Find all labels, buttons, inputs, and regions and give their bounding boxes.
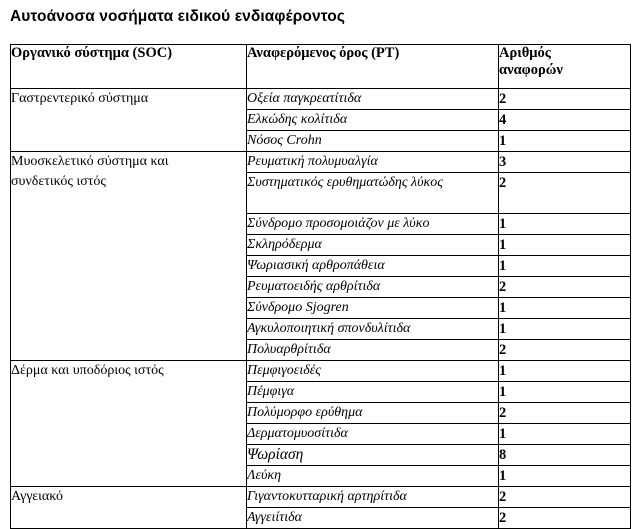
- cell-report-count: 1: [499, 131, 631, 152]
- cell-report-count: 2: [499, 173, 631, 214]
- table-body: [11, 89, 631, 529]
- cell-report-count: 2: [499, 340, 631, 361]
- column-header-count-line2: αναφορών: [499, 62, 563, 78]
- cell-preferred-term: Πολύμορφο ερύθημα: [247, 403, 499, 424]
- cell-report-count: 1: [499, 424, 631, 445]
- cell-soc: [11, 487, 247, 529]
- cell-preferred-term: Ρευματική πολυμυαλγία: [247, 152, 499, 173]
- cell-preferred-term: Λεύκη: [247, 466, 499, 487]
- cell-soc-line2: συνδετικός ιστός: [11, 174, 106, 189]
- table-container: [10, 44, 630, 529]
- cell-preferred-term: Αγγειίτιδα: [247, 508, 499, 529]
- cell-report-count: 1: [499, 298, 631, 319]
- cell-report-count: 2: [499, 508, 631, 529]
- page-title: Αυτοάνοσα νοσήματα ειδικού ενδιαφέροντος: [10, 8, 345, 25]
- cell-report-count: 1: [499, 382, 631, 403]
- cell-preferred-term: Πεμφιγοειδές: [247, 361, 499, 382]
- cell-report-count: 2: [499, 487, 631, 508]
- cell-preferred-term: Δερματομυοσίτιδα: [247, 424, 499, 445]
- cell-preferred-term: Πολυαρθρίτιδα: [247, 340, 499, 361]
- cell-preferred-term: Γιγαντοκυτταρική αρτηρίτιδα: [247, 487, 499, 508]
- cell-soc: [11, 89, 247, 152]
- cell-report-count: 1: [499, 214, 631, 235]
- cell-report-count: 1: [499, 319, 631, 340]
- cell-preferred-term: Πέμφιγα: [247, 382, 499, 403]
- table-row: [11, 152, 631, 173]
- header-row: [11, 45, 631, 89]
- table-header: [11, 45, 631, 89]
- cell-report-count: 2: [499, 89, 631, 110]
- column-header-count: [499, 45, 631, 89]
- cell-report-count: 8: [499, 445, 631, 466]
- cell-soc-line1: Γαστρεντερικό σύστημα: [11, 91, 149, 106]
- cell-report-count: 1: [499, 361, 631, 382]
- autoimmune-diseases-table: [10, 44, 631, 529]
- table-row: [11, 487, 631, 508]
- cell-preferred-term: Σύνδρομο προσομοιάζον με λύκο: [247, 214, 499, 235]
- cell-preferred-term: Ψωριασική αρθροπάθεια: [247, 256, 499, 277]
- column-header-soc: Οργανικό σύστημα (SOC): [11, 45, 247, 89]
- cell-report-count: 3: [499, 152, 631, 173]
- cell-soc-line1: Αγγειακό: [11, 489, 64, 504]
- cell-report-count: 1: [499, 466, 631, 487]
- column-header-pt: Αναφερόμενος όρος (PT): [247, 45, 499, 89]
- cell-preferred-term: Σκληρόδερμα: [247, 235, 499, 256]
- cell-preferred-term: Ψωρίαση: [247, 445, 499, 466]
- cell-report-count: 4: [499, 110, 631, 131]
- cell-soc-line1: Μυοσκελετικό σύστημα και: [11, 154, 169, 169]
- cell-preferred-term: Σύνδρομο Sjogren: [247, 298, 499, 319]
- cell-soc: [11, 361, 247, 487]
- cell-preferred-term: Οξεία παγκρεατίτιδα: [247, 89, 499, 110]
- cell-report-count: 2: [499, 403, 631, 424]
- cell-preferred-term: Ρευματοειδής αρθρίτιδα: [247, 277, 499, 298]
- cell-soc-line1: Δέρμα και υποδόριος ιστός: [11, 363, 164, 378]
- cell-report-count: 1: [499, 256, 631, 277]
- cell-soc: [11, 152, 247, 361]
- cell-report-count: 2: [499, 277, 631, 298]
- column-header-count-line1: Αριθμός: [499, 45, 551, 61]
- cell-preferred-term: Αγκυλοποιητική σπονδυλίτιδα: [247, 319, 499, 340]
- cell-report-count: 1: [499, 235, 631, 256]
- cell-preferred-term: Νόσος Crohn: [247, 131, 499, 152]
- table-row: [11, 89, 631, 110]
- table-row: [11, 361, 631, 382]
- cell-preferred-term: Ελκώδης κολίτιδα: [247, 110, 499, 131]
- cell-preferred-term: Συστηματικός ερυθηματώδης λύκος: [247, 173, 499, 214]
